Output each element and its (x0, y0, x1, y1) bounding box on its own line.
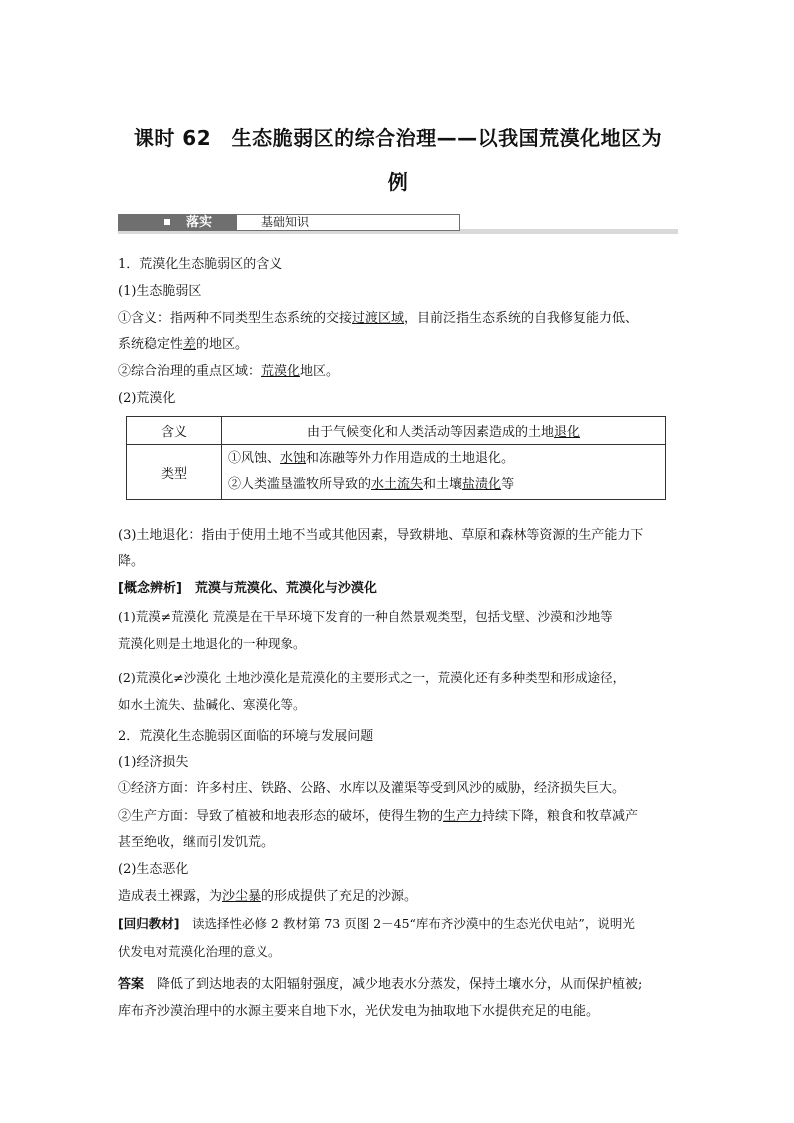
banner-label: 基础知识 (236, 214, 460, 231)
subheading-ecological-deterioration: (2)生态恶化 (118, 862, 189, 877)
concept-line-2: 荒漠化则是土地退化的一种现象。 (118, 636, 306, 651)
economic-line: ①经济方面：许多村庄、铁路、公路、水库以及灌渠等受到风沙的威胁，经济损失巨大。 (118, 781, 626, 796)
subheading-economic-loss: (1)经济损失 (118, 755, 189, 770)
table-value-meaning: 由于气候变化和人类活动等因素造成的土地退化 (222, 417, 666, 445)
type-line-1: ①风蚀、水蚀和冻融等外力作用造成的土地退化。 (228, 451, 515, 466)
title-line-2: 例 (387, 170, 409, 194)
concept-analysis-heading: [概念辨析] 荒漠与荒漠化、荒漠化与沙漠化 (118, 581, 377, 596)
table-key-type: 类型 (127, 445, 222, 500)
type-line-2: ②人类滥垦滥牧所导致的水土流失和土壤盐渍化等 (228, 477, 515, 492)
table-value-type (222, 445, 666, 500)
production-line-2: 甚至绝收，继而引发饥荒。 (118, 835, 275, 850)
key-area-line: ②综合治理的重点区域：荒漠化地区。 (118, 364, 340, 379)
table-row (127, 417, 666, 445)
subheading-ecological-fragile-zone: (1)生态脆弱区 (118, 284, 202, 299)
concept-line-3: (2)荒漠化≠沙漠化 土地沙漠化是荒漠化的主要形式之一，荒漠化还有多种类型和形成途径， (118, 670, 626, 685)
banner-tag: 落实 (118, 214, 236, 231)
concept-line-4: 如水土流失、盐碱化、寒漠化等。 (118, 697, 306, 712)
land-degradation-line-2: 降。 (118, 554, 145, 569)
section-banner (118, 214, 678, 234)
textbook-line-1: [回归教材] 读选择性必修 2 教材第 73 页图 2－45“库布齐沙漠中的生态光伏电站”，说明光 (118, 916, 635, 931)
section-1-heading: 1．荒漠化生态脆弱区的含义 (118, 257, 283, 272)
production-line-1: ②生产方面：导致了植被和地表形态的破坏，使得生物的生产力持续下降，粮食和牧草减产 (118, 809, 639, 824)
table-key-meaning: 含义 (127, 417, 222, 445)
ecological-line: 造成表土裸露，为沙尘暴的形成提供了充足的沙源。 (118, 889, 418, 904)
square-bullet-icon (164, 219, 170, 225)
answer-line-2: 库布齐沙漠治理中的水源主要来自地下水，光伏发电为抽取地下水提供充足的电能。 (118, 1004, 600, 1019)
definition-line-2: 系统稳定性差的地区。 (118, 337, 249, 352)
land-degradation-line-1: (3)土地退化：指由于使用土地不当或其他因素，导致耕地、草原和森林等资源的生产能力下 (118, 528, 644, 543)
concept-line-1: (1)荒漠≠荒漠化 荒漠是在干旱环境下发育的一种自然景观类型，包括戈壁、沙漠和沙地等 (118, 609, 613, 624)
textbook-line-2: 伏发电对荒漠化治理的意义。 (118, 944, 281, 959)
section-2-heading: 2．荒漠化生态脆弱区面临的环境与发展问题 (118, 729, 374, 744)
answer-line-1: 答案 降低了到达地表的太阳辐射强度，减少地表水分蒸发，保持土壤水分，从而保护植被; (118, 977, 643, 992)
title-line-1: 课时 62 生态脆弱区的综合治理——以我国荒漠化地区为 (133, 126, 663, 150)
subheading-desertification: (2)荒漠化 (118, 391, 176, 406)
desertification-table (126, 416, 666, 500)
page-title (118, 116, 678, 204)
definition-line-1: ①含义：指两种不同类型生态系统的交接过渡区域，目前泛指生态系统的自我修复能力低、 (118, 311, 639, 326)
table-row (127, 445, 666, 500)
